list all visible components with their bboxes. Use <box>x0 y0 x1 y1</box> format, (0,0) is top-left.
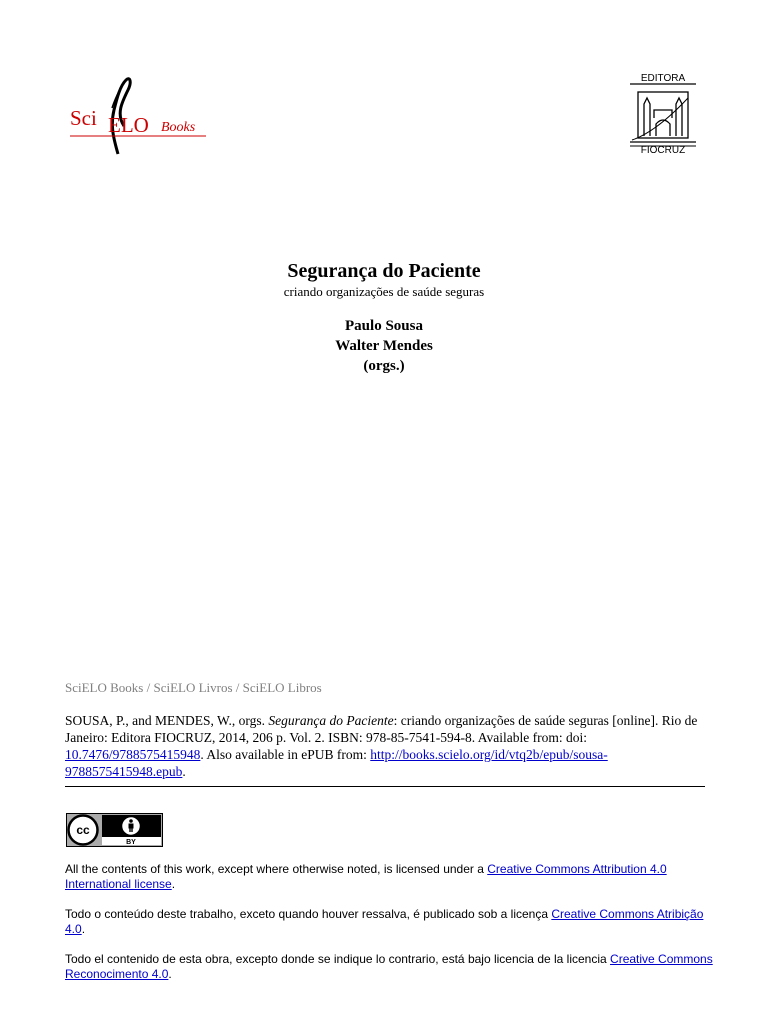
collections-line: SciELO Books / SciELO Livros / SciELO Libros <box>65 680 322 695</box>
license-text: All the contents of this work, except where otherwise noted, is licensed under a <box>65 862 488 876</box>
scielo-books-logo <box>64 70 214 156</box>
cc-by-label: BY <box>126 839 136 846</box>
book-subtitle: criando organizações de saúde seguras <box>283 284 485 299</box>
editors-note: (orgs.) <box>363 358 405 374</box>
citation-text: : criando organizações de saúde seguras [online]. Rio de Janeiro: Editora FIOCRUZ, 2014, 206 p. Vol. 2. ISBN: 978-85-7541-594-8. Available from: doi: <box>65 713 698 745</box>
scielo-logo-books: Books <box>161 120 196 135</box>
castle-icon <box>630 92 696 146</box>
citation-text: . <box>182 764 186 779</box>
divider <box>65 786 705 787</box>
epub-link[interactable]: http://books.scielo.org/id/vtq2b/epub/sousa-9788575415948.epub <box>65 747 608 779</box>
license-text: . <box>81 921 86 936</box>
doi-link[interactable]: 10.7476/9788575415948 <box>65 747 201 762</box>
scielo-logo-prefix: Sci <box>70 106 97 130</box>
author-name: Paulo Sousa <box>345 318 423 334</box>
license-text: . <box>171 876 176 891</box>
license-spanish <box>65 952 715 981</box>
cc-by-badge[interactable] <box>66 813 163 847</box>
citation-text: . Also available in ePUB from: <box>200 747 371 762</box>
cc-reconocimiento-license-link[interactable]: Creative Commons Reconocimento 4.0 <box>65 952 713 981</box>
license-text: . <box>168 966 172 981</box>
scielo-logo-elo: ELO <box>108 113 149 137</box>
cc-icon-label: cc <box>76 823 90 837</box>
license-text: Todo el contenido de esta obra, excepto donde se indique lo contrario, está bajo licencia de la licencia <box>65 952 611 966</box>
fiocruz-logo-top-text: EDITORA <box>640 73 686 84</box>
cc-icon <box>69 816 98 845</box>
license-english <box>65 862 715 891</box>
editora-fiocruz-logo <box>626 70 700 156</box>
title-block <box>0 258 768 376</box>
author-list <box>0 316 768 376</box>
citation <box>65 712 705 780</box>
fiocruz-logo-bottom-text: FIOCRUZ <box>640 145 686 156</box>
citation-text: SOUSA, P., and MENDES, W., orgs. <box>65 713 269 728</box>
book-title: Segurança do Paciente <box>287 260 481 282</box>
cc-atribuicao-license-link[interactable]: Creative Commons Atribição 4.0 <box>65 907 704 936</box>
citation-title: Segurança do Paciente <box>268 713 394 728</box>
license-portuguese <box>65 907 715 936</box>
license-text: Todo o conteúdo deste trabalho, exceto quando houver ressalva, é publicado sob a licença <box>65 907 552 921</box>
attribution-person-icon <box>122 817 141 836</box>
author-name: Walter Mendes <box>335 338 433 354</box>
cc-attribution-license-link[interactable]: Creative Commons Attribution 4.0 International license <box>65 862 667 891</box>
